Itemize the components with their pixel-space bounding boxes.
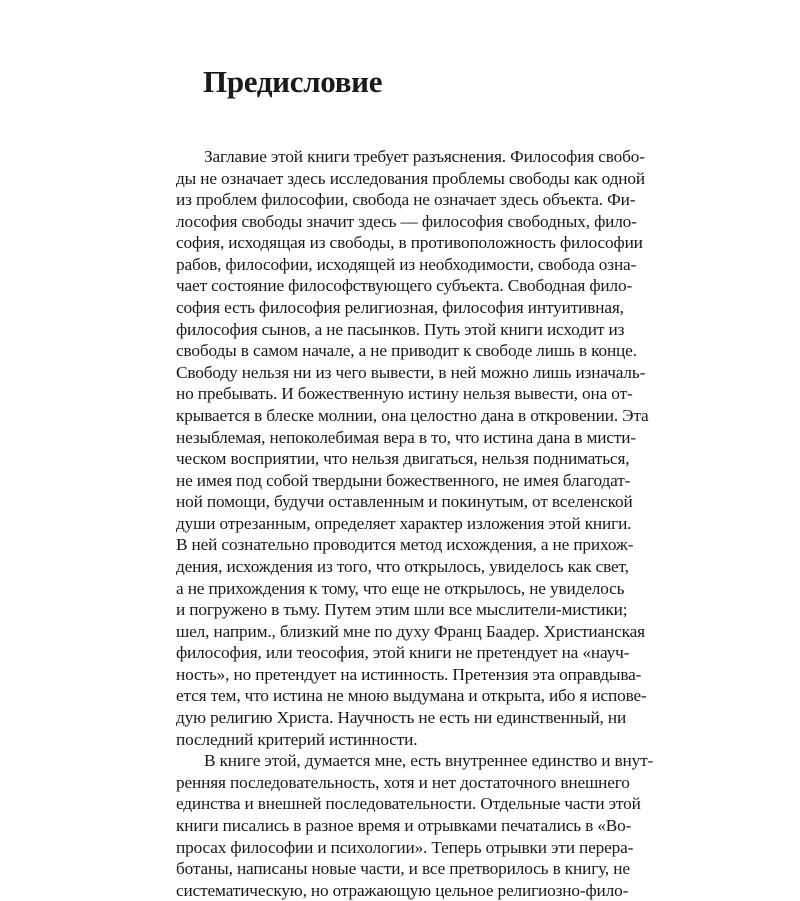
text-line: не имея под собой твердыни божественного, не имея благодат-	[176, 470, 631, 490]
text-line: В ней сознательно проводится метод исхождения, а не прихож-	[176, 535, 634, 555]
text-line: лософия свободы значит здесь — философия свободных, фило-	[176, 211, 637, 231]
text-line: незыблемая, непоколебимая вера в то, что истина дана в мисти-	[176, 427, 636, 447]
text-line: ческом восприятии, что нельзя двигаться, нельзя подниматься,	[176, 449, 630, 469]
text-line: души отрезанным, определяет характер изложения этой книги.	[176, 513, 632, 533]
text-line: и погружено в тьму. Путем этим шли все мыслители-мистики;	[176, 600, 628, 620]
text-line: последний критерий истинности.	[176, 729, 418, 749]
text-line: Свободу нельзя ни из чего вывести, в ней можно лишь изначаль-	[176, 362, 646, 382]
text-line: ренняя последовательность, хотя и нет достаточного внешнего	[176, 772, 630, 792]
text-line: из проблем философии, свобода не означает здесь объекта. Фи-	[176, 190, 636, 210]
text-line: рабов, философии, исходящей из необходимости, свобода озна-	[176, 254, 637, 274]
text-line: чает состояние философствующего субъекта. Свободная фило-	[176, 276, 633, 296]
text-line: философия сынов, а не пасынков. Путь этой книги исходит из	[176, 319, 625, 339]
text-line: но пребывать. И божественную истину нельзя вывести, она от-	[176, 384, 633, 404]
text-line: просах философии и психологии». Теперь отрывки эти перера-	[176, 837, 634, 857]
text-line: а не прихождения к тому, что еще не открылось, не увиделось	[176, 578, 625, 598]
text-line: ды не означает здесь исследования проблемы свободы как одной	[176, 168, 645, 188]
text-line: ется тем, что истина не мною выдумана и открыта, ибо я испове-	[176, 686, 647, 706]
text-line: дую религию Христа. Научность не есть ни единственный, ни	[176, 708, 627, 728]
text-line: свободы в самом начале, а не приводит к свободе лишь в конце.	[176, 341, 637, 361]
text-line: философия, или теософия, этой книги не претендует на «науч-	[176, 643, 630, 663]
text-line: систематическую, но отражающую цельное религиозно-фило-	[176, 880, 629, 900]
text-line: ность», но претендует на истинность. Претензия эта оправдыва-	[176, 664, 642, 684]
preface-text	[176, 146, 654, 901]
text-line: шел, наприм., близкий мне по духу Франц Баадер. Христианская	[176, 621, 645, 641]
text-line: крывается в блеске молнии, она целостно дана в откровении. Эта	[176, 405, 649, 425]
text-line: Заглавие этой книги требует разъяснения. Философия свобо-	[204, 147, 645, 166]
text-line: ботаны, написаны новые части, и все претворилось в книгу, не	[176, 859, 630, 879]
page-title: Предисловие	[203, 64, 383, 99]
text-line: единства и внешней последовательности. Отдельные части этой	[176, 794, 641, 814]
text-line: софия, исходящая из свободы, в противоположность философии	[176, 233, 643, 253]
text-line: ной помощи, будучи оставленным и покинутым, от вселенской	[176, 492, 633, 512]
text-line: софия есть философия религиозная, философия интуитивная,	[176, 298, 624, 318]
text-line: дения, исхождения из того, что открылось, увиделось как свет,	[176, 556, 629, 576]
text-line: книги писались в разное время и отрывками печатались в «Во-	[176, 815, 632, 835]
text-line: В книге этой, думается мне, есть внутреннее единство и внут-	[204, 751, 654, 771]
